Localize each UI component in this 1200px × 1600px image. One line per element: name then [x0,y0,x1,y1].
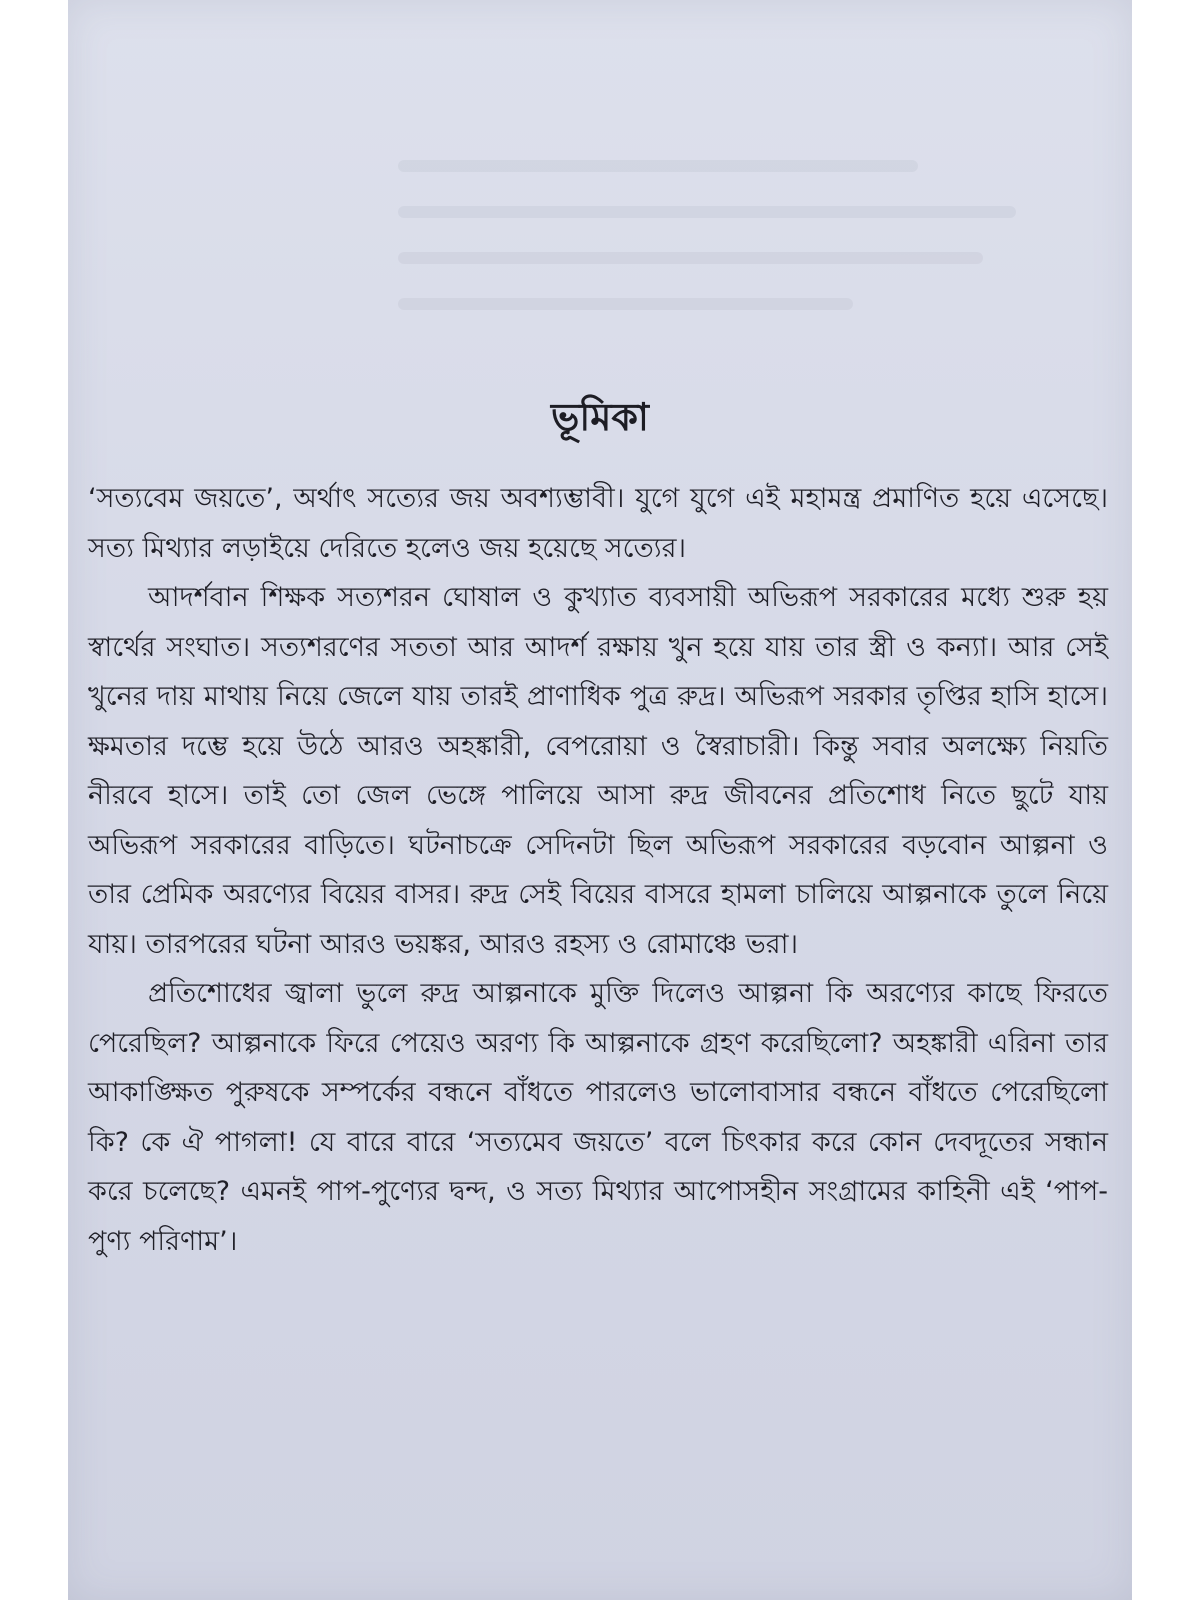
paragraph-1: ‘সত্যবেম জয়তে’, অর্থাৎ সত্যের জয় অবশ্যম্ভাবী। যুগে যুগে এই মহামন্ত্র প্রমাণিত হয়ে এসেছে। সত্য মিথ্যার লড়াইয়ে দেরিতে হলেও জয় হয়েছে সত্যের। [88,483,1108,564]
paragraph-2: আদর্শবান শিক্ষক সত্যশরন ঘোষাল ও কুখ্যাত ব্যবসায়ী অভিরূপ সরকারের মধ্যে শুরু হয় স্বার্থের সংঘাত। সত্যশরণের সততা আর আদর্শ রক্ষায় খুন হয়ে যায় তার স্ত্রী ও কন্যা। আর সেই খুনের দায় মাথায় নিয়ে জেলে যায় তারই প্রাণাধিক পুত্র রুদ্র। অভিরূপ সরকার তৃপ্তির হাসি হাসে। ক্ষমতার দম্ভে হয়ে উঠে আরও অহঙ্কারী, বেপরোয়া ও স্বৈরাচারী। কিন্তু সবার অলক্ষ্যে নিয়তি নীরবে হাসে। তাই তো জেল ভেঙ্গে পালিয়ে আসা রুদ্র জীবনের প্রতিশোধ নিতে ছুটে যায় অভিরূপ সরকারের বাড়িতে। ঘটনাচক্রে সেদিনটা ছিল অভিরূপ সরকারের বড়বোন আল্পনা ও তার প্রেমিক অরণ্যের বিয়ের বাসর। রুদ্র সেই বিয়ের বাসরে হামলা চালিয়ে আল্পনাকে তুলে নিয়ে যায়। তারপরের ঘটনা আরও ভয়ঙ্কর, আরও রহস্য ও রোমাঞ্চে ভরা। [88,582,1108,960]
show-through-text [398,160,1048,400]
preface-body [88,474,1108,1266]
page-title: ভূমিকা [551,395,649,439]
book-page [68,0,1132,1600]
paragraph-3: প্রতিশোধের জ্বালা ভুলে রুদ্র আল্পনাকে মুক্তি দিলেও আল্পনা কি অরণ্যের কাছে ফিরতে পেরেছিল? আল্পনাকে ফিরে পেয়েও অরণ্য কি আল্পনাকে গ্রহণ করেছিলো? অহঙ্কারী এরিনা তার আকাঙ্ক্ষিত পুরুষকে সম্পর্কের বন্ধনে বাঁধতে পারলেও ভালোবাসার বন্ধনে বাঁধতে পেরেছিলো কি? কে ঐ পাগলা! যে বারে বারে ‘সত্যমেব জয়তে’ বলে চিৎকার করে কোন দেবদূতের সন্ধান করে চলেছে? এমনই পাপ-পুণ্যের দ্বন্দ, ও সত্য মিথ্যার আপোসহীন সংগ্রামের কাহিনী এই ‘পাপ-পুণ্য পরিণাম’। [88,978,1108,1257]
